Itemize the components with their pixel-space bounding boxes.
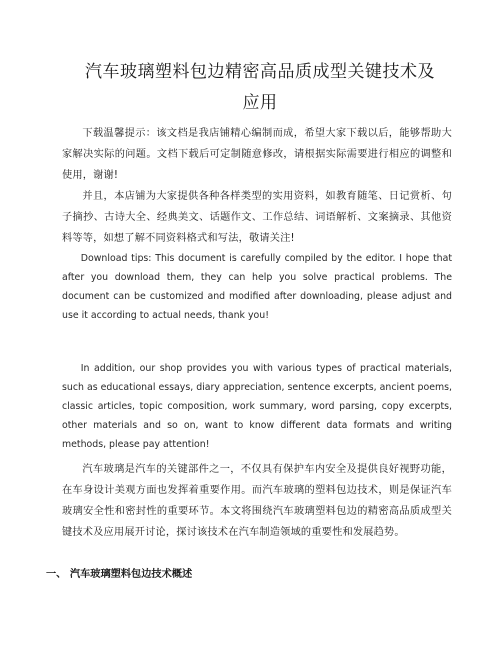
shop-info-paragraph-en: In addition, our shop provides you with various types of practical materials, such as educational essays, diary appreciation, sentence excerpts, ancient poems, classic articles, topic composition, work summary, word parsing, copy excerpts, other materials and so on, want to know different data formats and writing methods, please pay attention! (62, 363, 452, 450)
document-title-line1: 汽车玻璃塑料包边精密高品质成型关键技术及 (85, 62, 435, 82)
section-heading: 一、 汽车玻璃塑料包边技术概述 (46, 569, 193, 580)
download-tip-paragraph-en: Download tips: This document is carefully compiled by the editor. I hope that after you download them, they can help you solve practical problems. The document can be customized and modified after downloading, please adjust and use it according to actual needs, thank you! (62, 253, 452, 321)
download-tip-paragraph-cn: 下载温馨提示：该文档是我店铺精心编制而成，希望大家下载以后，能够帮助大家解决实际的问题。文档下载后可定制随意修改，请根据实际需要进行相应的调整和使用，谢谢! (62, 128, 452, 181)
intro-paragraph: 汽车玻璃是汽车的关键部件之一，不仅具有保护车内安全及提供良好视野功能，在车身设计美观方面也发挥着重要作用。而汽车玻璃的塑料包边技术，则是保证汽车玻璃安全性和密封性的重要环节。本文将围绕汽车玻璃塑料包边的精密高品质成型关键技术及应用展开讨论，探讨该技术在汽车制造领域的重要性和发展趋势。 (62, 464, 452, 538)
document-title-line2: 应用 (242, 93, 278, 113)
shop-info-paragraph-cn: 并且，本店铺为大家提供各种各样类型的实用资料，如教育随笔、日记赏析、句子摘抄、古诗大全、经典美文、话题作文、工作总结、词语解析、文案摘录、其他资料等等，如想了解不同资料格式和写法，敬请关注! (62, 191, 452, 244)
